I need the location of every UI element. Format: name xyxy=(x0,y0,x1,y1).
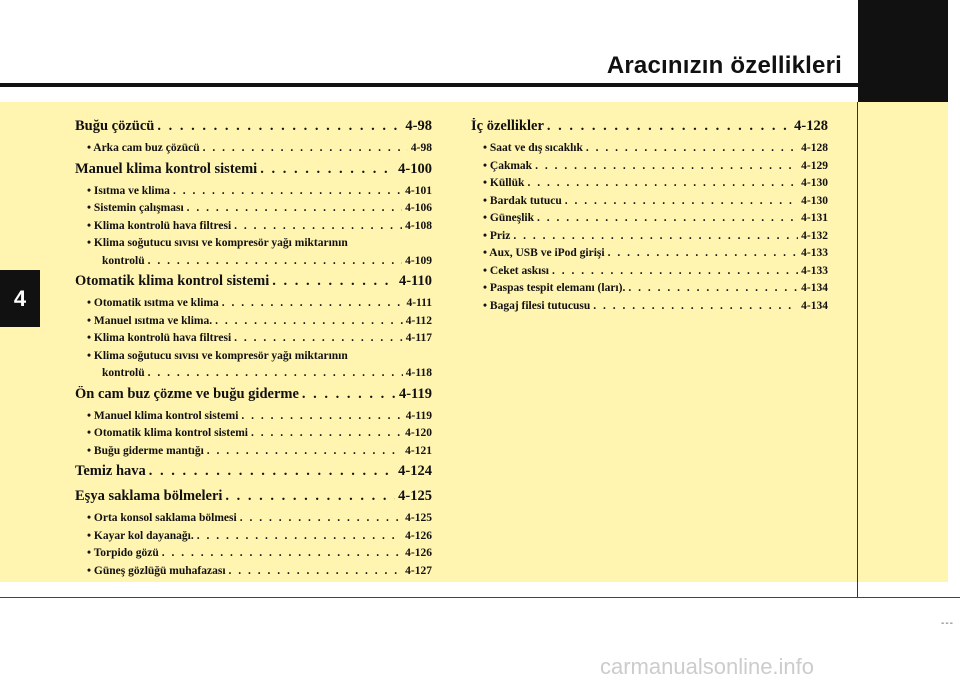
toc-dot-leader xyxy=(203,142,408,154)
toc-entry-label: • Bardak tutucu xyxy=(483,194,562,207)
page-title: Aracınızın özellikleri xyxy=(606,52,842,79)
toc-entry-label: • Otomatik ısıtma ve klima xyxy=(87,297,219,309)
toc-section-entry[interactable] xyxy=(75,273,432,297)
toc-dot-leader xyxy=(229,565,403,577)
toc-entry-label: • Manuel ısıtma ve klima. xyxy=(87,314,213,327)
toc-section-entry[interactable] xyxy=(75,386,432,410)
toc-subentry[interactable] xyxy=(75,410,432,428)
toc-page-number: 4-128 xyxy=(794,118,828,134)
toc-entry-label: • Çakmak xyxy=(483,159,533,172)
toc-dot-leader xyxy=(222,297,404,309)
toc-subentry[interactable] xyxy=(75,547,432,565)
toc-entry-label: • Bagaj filesi tutucusu xyxy=(483,299,591,312)
toc-entry-label: Eşya saklama bölmeleri xyxy=(75,488,223,504)
toc-subentry[interactable] xyxy=(471,247,828,265)
toc-dot-leader xyxy=(187,202,402,214)
toc-section-entry[interactable] xyxy=(75,463,432,487)
toc-section-entry[interactable] xyxy=(471,118,828,142)
toc-entry-label: Manuel klima kontrol sistemi xyxy=(75,160,258,177)
toc-entry-label: • Küllük xyxy=(483,177,525,189)
toc-dot-leader xyxy=(215,315,403,327)
toc-page-number: 4-127 xyxy=(405,564,432,577)
toc-page-number: 4-132 xyxy=(801,229,828,242)
toc-page-number: 4-130 xyxy=(801,194,828,207)
toc-page-number: 4-133 xyxy=(801,264,828,277)
toc-subentry[interactable] xyxy=(75,255,432,273)
toc-subentry[interactable] xyxy=(75,367,432,385)
header-rule xyxy=(0,83,858,87)
toc-dot-leader xyxy=(535,160,798,172)
toc-dot-leader xyxy=(197,530,402,542)
footer-mark: --- xyxy=(941,618,954,629)
toc-entry-label: • Güneş gözlüğü muhafazası xyxy=(87,564,226,577)
toc-subentry[interactable] xyxy=(75,427,432,445)
margin-line xyxy=(857,102,858,598)
toc-dot-leader xyxy=(157,118,402,135)
toc-subentry[interactable] xyxy=(75,530,432,548)
toc-dot-leader xyxy=(207,445,402,457)
toc-page-number: 4-98 xyxy=(405,118,432,134)
toc-subentry[interactable] xyxy=(75,237,432,255)
toc-subentry[interactable] xyxy=(471,282,828,300)
toc-dot-leader xyxy=(148,255,403,267)
toc-subentry[interactable] xyxy=(75,220,432,238)
toc-page-number: 4-126 xyxy=(405,529,432,542)
toc-entry-label: Temiz hava xyxy=(75,463,146,479)
toc-dot-leader xyxy=(302,386,396,403)
toc-subentry[interactable] xyxy=(471,230,828,248)
toc-entry-label: • Kayar kol dayanağı. xyxy=(87,529,194,542)
toc-dot-leader xyxy=(565,195,798,207)
toc-page-number: 4-108 xyxy=(405,219,432,232)
toc-entry-label: kontrolü xyxy=(102,254,145,267)
toc-subentry[interactable] xyxy=(75,445,432,463)
toc-page-number: 4-124 xyxy=(398,463,432,479)
toc-subentry[interactable] xyxy=(471,142,828,160)
toc-entry-label: Buğu çözücü xyxy=(75,118,155,134)
toc-page-number: 4-128 xyxy=(801,142,828,154)
toc-entry-label: • Klima kontrolü hava filtresi xyxy=(87,332,232,344)
toc-entry-label: • Güneşlik xyxy=(483,212,535,224)
toc-subentry[interactable] xyxy=(471,212,828,230)
corner-tab xyxy=(858,0,948,102)
toc-entry-label: • Priz xyxy=(483,229,511,242)
toc-subentry[interactable] xyxy=(75,297,432,315)
toc-entry-label: • Sistemin çalışması xyxy=(87,202,184,214)
toc-page-number: 4-100 xyxy=(398,160,432,177)
toc-subentry[interactable] xyxy=(471,160,828,178)
toc-dot-leader xyxy=(149,463,395,480)
toc-entry-label: • Orta konsol saklama bölmesi xyxy=(87,512,237,524)
toc-entry-label: Ön cam buz çözme ve buğu giderme xyxy=(75,385,299,402)
toc-dot-leader xyxy=(241,410,402,422)
toc-dot-leader xyxy=(173,185,402,197)
toc-dot-leader xyxy=(608,247,799,259)
toc-entry-label: • Isıtma ve klima xyxy=(87,184,170,197)
toc-entry-label: • Saat ve dış sıcaklık xyxy=(483,142,583,154)
toc-entry-label: • Buğu giderme mantığı xyxy=(87,444,204,457)
toc-page-number: 4-118 xyxy=(405,367,432,379)
toc-subentry[interactable] xyxy=(75,512,432,530)
toc-dot-leader xyxy=(234,332,403,344)
toc-page-number: 4-106 xyxy=(405,202,432,214)
toc-dot-leader xyxy=(240,512,402,524)
toc-entry-label: • Arka cam buz çözücü xyxy=(87,142,200,154)
toc-entry-label: kontrolü xyxy=(102,367,145,379)
toc-subentry[interactable] xyxy=(75,315,432,333)
toc-section-entry[interactable] xyxy=(75,161,432,185)
toc-entry-label: • Paspas tespit elemanı (ları). xyxy=(483,282,626,294)
toc-dot-leader xyxy=(234,220,402,232)
toc-subentry[interactable] xyxy=(75,565,432,583)
toc-page-number: 4-119 xyxy=(405,409,432,422)
toc-dot-leader xyxy=(272,273,396,290)
toc-page-number: 4-112 xyxy=(405,314,432,327)
toc-dot-leader xyxy=(148,367,403,379)
toc-dot-leader xyxy=(628,282,798,294)
toc-subentry[interactable] xyxy=(471,300,828,318)
toc-page-number: 4-130 xyxy=(801,177,828,189)
toc-page-number: 4-119 xyxy=(398,385,432,402)
toc-page-number: 4-133 xyxy=(801,247,828,259)
toc-section-entry[interactable] xyxy=(75,118,432,142)
toc-dot-leader xyxy=(552,265,798,277)
toc-dot-leader xyxy=(547,118,791,135)
toc-entry-label: • Manuel klima kontrol sistemi xyxy=(87,409,239,422)
toc-left-column xyxy=(75,117,432,582)
toc-entry-label: • Klima soğutucu sıvısı ve kompresör yağı miktarının xyxy=(87,237,348,249)
toc-subentry[interactable] xyxy=(471,177,828,195)
toc-dot-leader xyxy=(527,177,798,189)
toc-dot-leader xyxy=(586,142,798,154)
toc-subentry[interactable] xyxy=(471,265,828,283)
toc-entry-label: Otomatik klima kontrol sistemi xyxy=(75,273,270,289)
toc-page-number: 4-110 xyxy=(398,273,432,289)
toc-entry-label: • Otomatik klima kontrol sistemi xyxy=(87,427,248,439)
toc-dot-leader xyxy=(162,547,402,559)
toc-page-number: 4-109 xyxy=(405,254,432,267)
toc-page-number: 4-98 xyxy=(410,142,432,154)
toc-page-number: 4-129 xyxy=(801,159,828,172)
toc-page-number: 4-126 xyxy=(405,547,432,559)
toc-right-column xyxy=(471,117,828,317)
toc-page-number: 4-131 xyxy=(801,212,828,224)
toc-page-number: 4-121 xyxy=(405,444,432,457)
toc-entry-label: • Torpido gözü xyxy=(87,547,159,559)
toc-page-number: 4-101 xyxy=(405,184,432,197)
toc-subentry[interactable] xyxy=(75,142,432,160)
toc-dot-leader xyxy=(260,161,395,178)
toc-page-number: 4-111 xyxy=(406,297,432,309)
toc-page-number: 4-134 xyxy=(801,299,828,312)
watermark: carmanualsonline.info xyxy=(600,654,815,679)
toc-page-number: 4-134 xyxy=(801,282,828,294)
toc-dot-leader xyxy=(225,488,395,505)
toc-dot-leader xyxy=(537,212,798,224)
toc-entry-label: İç özellikler xyxy=(471,118,544,134)
toc-dot-leader xyxy=(251,427,402,439)
toc-entry-label: • Ceket askısı xyxy=(483,264,550,277)
toc-dot-leader xyxy=(513,230,798,242)
toc-entry-label: • Aux, USB ve iPod girişi xyxy=(483,247,605,259)
toc-page-number: 4-125 xyxy=(398,488,432,504)
toc-entry-label: • Klima kontrolü hava filtresi xyxy=(87,219,232,232)
toc-subentry[interactable] xyxy=(75,185,432,203)
toc-page-number: 4-125 xyxy=(405,512,432,524)
toc-subentry[interactable] xyxy=(75,202,432,220)
toc-page-number: 4-117 xyxy=(405,332,432,344)
toc-entry-label: • Klima soğutucu sıvısı ve kompresör yağı miktarının xyxy=(87,349,348,362)
toc-page-number: 4-120 xyxy=(405,427,432,439)
toc-dot-leader xyxy=(593,300,798,312)
toc-subentry[interactable] xyxy=(75,332,432,350)
toc-section-entry[interactable] xyxy=(75,488,432,512)
footer-rule xyxy=(0,597,960,598)
chapter-tab[interactable]: 4 xyxy=(0,270,40,327)
toc-subentry[interactable] xyxy=(471,195,828,213)
toc-subentry[interactable] xyxy=(75,350,432,368)
